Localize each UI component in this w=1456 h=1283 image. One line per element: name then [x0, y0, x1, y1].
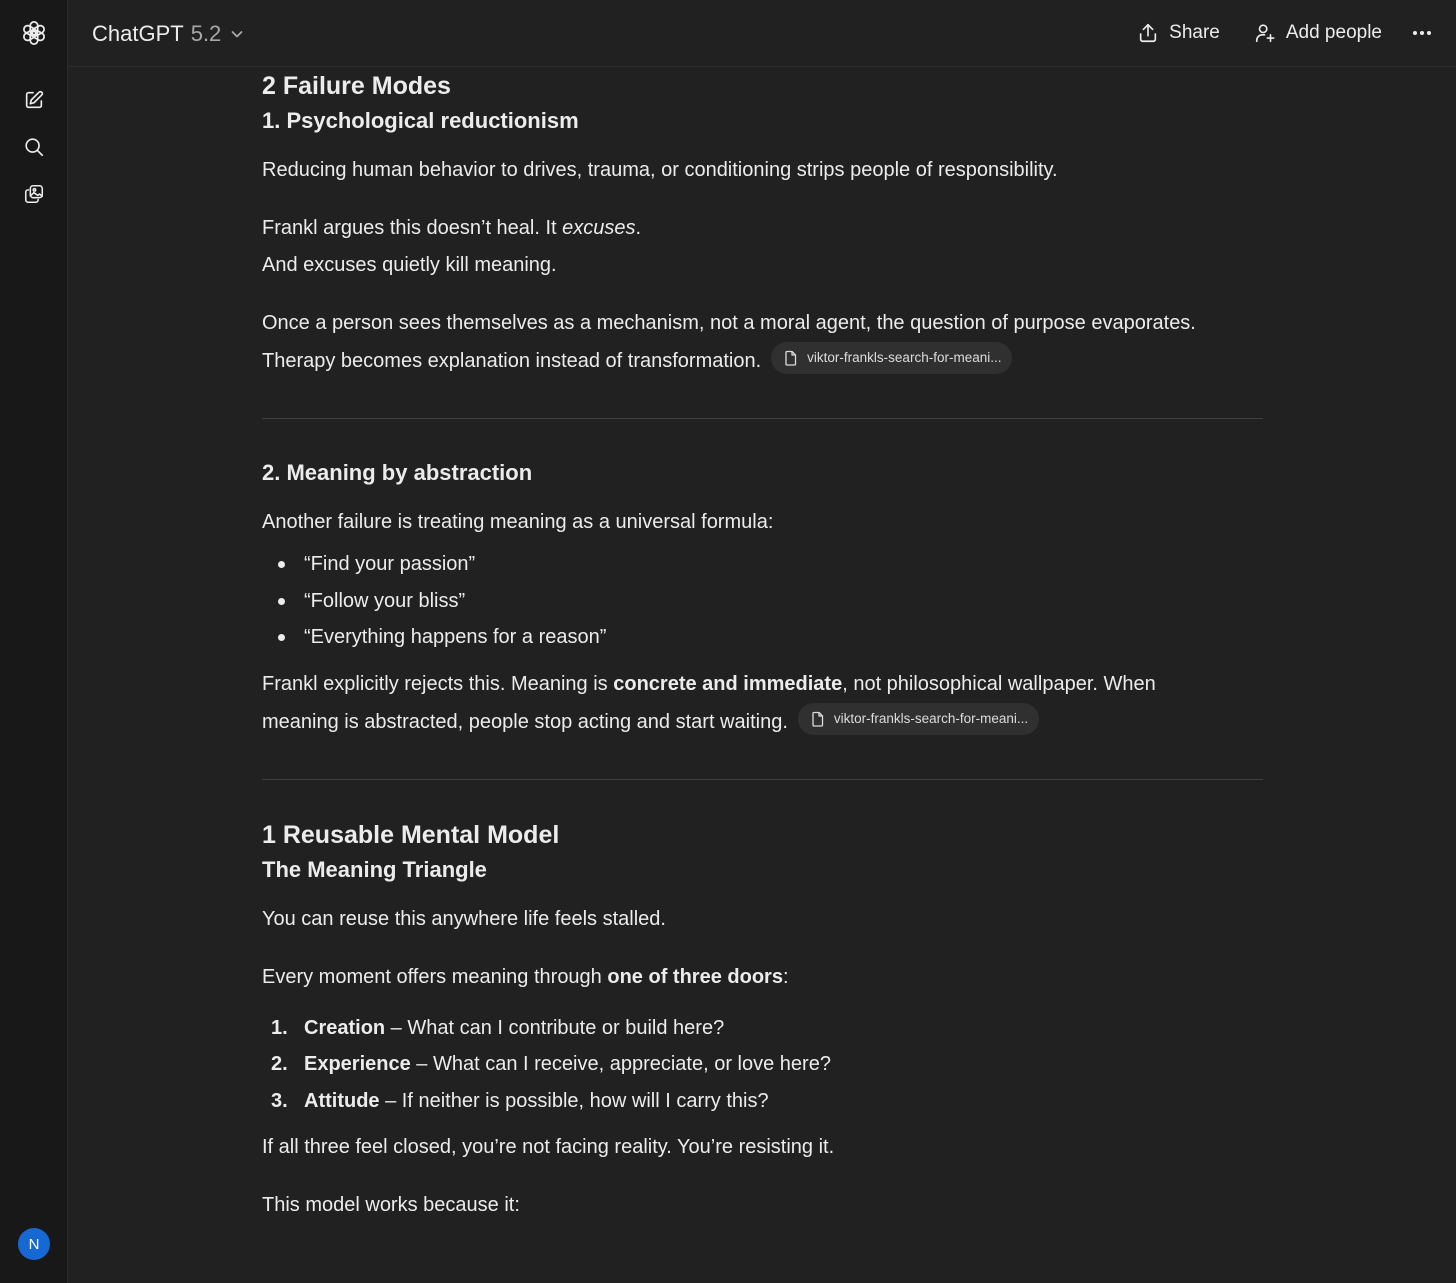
- more-horizontal-icon: [1410, 21, 1434, 45]
- mental-model-heading: 1 Reusable Mental Model: [262, 820, 560, 849]
- closing-paragraph: If all three feel closed, you’re not facing reality. You’re resisting it.: [262, 1136, 835, 1158]
- formula-bullet-list: [262, 546, 1263, 656]
- new-chat-button[interactable]: [14, 80, 54, 120]
- list-item: “Find your passion”: [304, 546, 1263, 583]
- citation-chip[interactable]: [771, 342, 1012, 374]
- text-span: – What can I receive, appreciate, or love here?: [410, 1053, 831, 1075]
- bold-text: Creation: [304, 1016, 386, 1039]
- library-icon: [23, 183, 45, 205]
- file-icon: [810, 711, 826, 727]
- divider: [262, 418, 1263, 419]
- list-item: “Everything happens for a reason”: [304, 619, 1263, 656]
- list-number: 2.: [271, 1053, 288, 1075]
- citation-label: viktor-frankls-search-for-meani...: [807, 350, 1002, 365]
- header-actions: [1127, 14, 1442, 52]
- model-version: 5.2: [190, 21, 222, 46]
- bold-text: Experience: [304, 1053, 411, 1075]
- list-item: [262, 1046, 1263, 1083]
- text-span: – What can I contribute or build here?: [385, 1016, 725, 1039]
- model-name: ChatGPT: [92, 21, 184, 46]
- doors-numbered-list: [262, 1010, 1263, 1120]
- more-options-button[interactable]: [1402, 14, 1442, 52]
- text-span: , not philosophical wallpaper. When: [842, 672, 1156, 695]
- meaning-triangle-title: The Meaning Triangle: [262, 856, 487, 882]
- list-number: 1.: [271, 1016, 288, 1039]
- divider: [262, 779, 1263, 780]
- list-item: [262, 1083, 1263, 1120]
- bold-text: one of three doors: [607, 965, 783, 988]
- assistant-message: [262, 68, 1263, 1224]
- failure-mode-1-paragraph-2: [262, 210, 1263, 284]
- text-span: – If neither is possible, how will I carry this?: [379, 1089, 769, 1112]
- add-person-icon: [1254, 22, 1276, 44]
- meaning-triangle-intro: You can reuse this anywhere life feels stalled.: [262, 907, 666, 930]
- list-number: 3.: [271, 1089, 288, 1112]
- citation-chip[interactable]: [798, 703, 1039, 735]
- list-item: [262, 1010, 1263, 1047]
- failure-mode-2-paragraph: [262, 666, 1263, 741]
- text-span: And excuses quietly kill meaning.: [262, 254, 557, 276]
- failure-mode-1-paragraph-3: [262, 305, 1263, 380]
- text-span: Frankl argues this doesn’t heal. It: [262, 217, 563, 239]
- failure-mode-2-title: 2. Meaning by abstraction: [262, 460, 533, 485]
- add-people-label: Add people: [1285, 22, 1382, 43]
- emphasis-text: excuses: [562, 217, 636, 239]
- user-avatar[interactable]: N: [18, 1228, 50, 1260]
- text-span: Every moment offers meaning through: [262, 965, 608, 988]
- openai-logo-icon[interactable]: [14, 13, 54, 53]
- failure-mode-1-title: 1. Psychological reductionism: [262, 108, 579, 133]
- share-button[interactable]: [1127, 14, 1230, 52]
- top-header: [68, 0, 1456, 67]
- sidebar-rail: [0, 0, 68, 1283]
- bold-text: Attitude: [304, 1089, 380, 1112]
- citation-label: viktor-frankls-search-for-meani...: [833, 710, 1029, 726]
- model-selector[interactable]: [86, 16, 251, 52]
- text-span: meaning is abstracted, people stop acting and start waiting.: [262, 710, 788, 733]
- text-span: Therapy becomes explanation instead of transformation.: [262, 350, 762, 372]
- list-item: “Follow your bliss”: [304, 583, 1263, 620]
- chevron-down-icon: [229, 26, 245, 42]
- library-button[interactable]: [14, 174, 54, 214]
- add-people-button[interactable]: [1244, 14, 1392, 52]
- share-label: Share: [1169, 22, 1220, 43]
- model-works-paragraph: This model works because it:: [262, 1194, 520, 1216]
- text-span: :: [782, 965, 789, 988]
- failure-mode-2-intro: Another failure is treating meaning as a universal formula:: [262, 511, 774, 533]
- three-doors-paragraph: [262, 959, 1263, 996]
- text-span: .: [635, 217, 642, 239]
- text-span: Once a person sees themselves as a mechanism, not a moral agent, the question of purpose evaporates.: [262, 312, 1196, 334]
- share-icon: [1137, 22, 1159, 44]
- new-chat-icon: [23, 89, 45, 111]
- failure-modes-heading: 2 Failure Modes: [262, 72, 451, 100]
- file-icon: [783, 350, 799, 366]
- text-span: Frankl explicitly rejects this. Meaning is: [262, 672, 614, 695]
- search-button[interactable]: [14, 127, 54, 167]
- bold-text: concrete and immediate: [613, 672, 843, 695]
- search-icon: [23, 136, 45, 158]
- failure-mode-1-paragraph-1: Reducing human behavior to drives, trauma, or conditioning strips people of responsibility.: [262, 159, 1058, 181]
